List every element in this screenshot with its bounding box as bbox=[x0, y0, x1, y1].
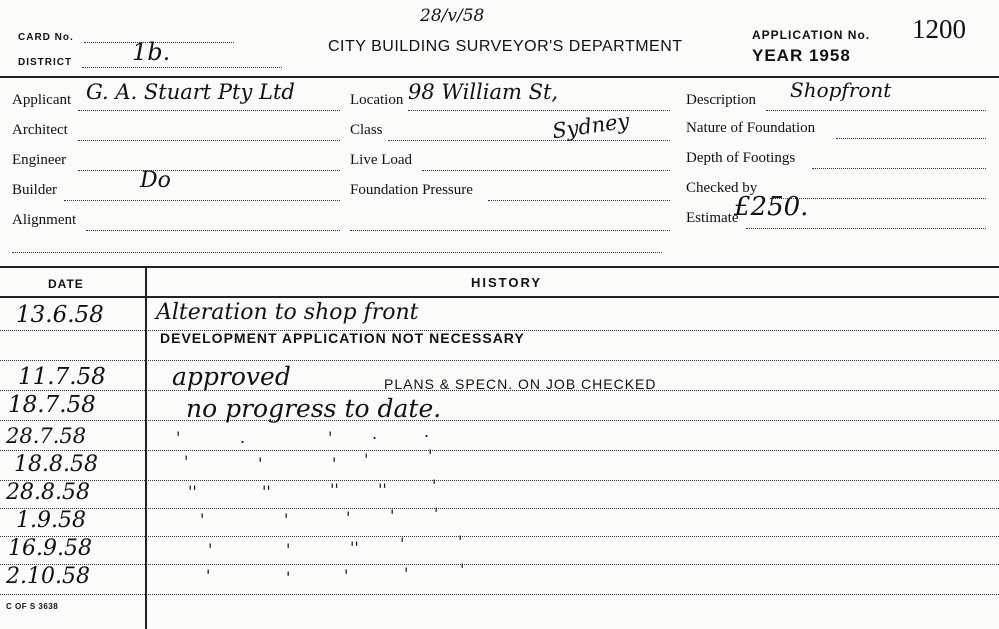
builder-label: Builder bbox=[12, 182, 57, 198]
alignment-label: Alignment bbox=[12, 212, 77, 228]
form-code: C OF S 3638 bbox=[6, 602, 59, 611]
history-column-header: HISTORY bbox=[471, 275, 543, 290]
history-date: 13.6.58 bbox=[16, 302, 104, 328]
class-line bbox=[388, 140, 670, 141]
history-top-rule bbox=[0, 266, 999, 268]
architect-label: Architect bbox=[12, 122, 68, 138]
location-label: Location bbox=[350, 92, 404, 108]
history-row-line bbox=[0, 564, 999, 565]
alignment-line bbox=[86, 230, 340, 231]
location-value: 98 William St, bbox=[408, 80, 559, 104]
depth-of-footings-label: Depth of Footings bbox=[686, 150, 796, 166]
bottom-blank-line bbox=[12, 252, 662, 253]
estimate-line bbox=[746, 228, 986, 229]
location-value-continued: Sydney bbox=[550, 108, 631, 144]
history-date: 1.9.58 bbox=[16, 508, 86, 533]
history-stamp: DEVELOPMENT APPLICATION NOT NECESSARY bbox=[160, 330, 525, 346]
building-application-card: CARD No. DISTRICT 1b. 28/v/58 CITY BUILDING SURVEYOR'S DEPARTMENT APPLICATION No. 1200 YEAR 1958 Applicant G. A. Stuart Pty Ltd Architect Engineer Builder Do Alignment Location 98 William St, Class Sydney Live Load Foundation Pressure Description Shopfront Nature of Foundation Depth of Footings Checked by Estimate £250. DATE HISTORY 13.6.58 Alteration to shop front DEVELOPMENT APPLICATION NOT NECESSARY 11.7.58 approved PLANS & SPECN. ON JOB CHECKED 18.7.58 no progress to date. 28.7.58 18.8.58 28.8.58 1.9.58 16.9.58 2.10.58 ' . ' . . ' ' ' ' ' '' '' '' '' ' ' ' ' ' ' ' ' '' ' ' ' ' ' ' ' C OF S 3638 bbox=[0, 0, 999, 629]
history-date: 18.8.58 bbox=[14, 452, 98, 477]
history-row-line bbox=[0, 450, 999, 451]
history-note: no progress to date. bbox=[186, 394, 442, 423]
card-no-label: CARD No. bbox=[18, 32, 74, 43]
estimate-value: £250. bbox=[734, 192, 809, 222]
history-date: 11.7.58 bbox=[18, 364, 106, 390]
foundation-pressure-line bbox=[488, 200, 670, 201]
depth-of-footings-line bbox=[812, 168, 986, 169]
application-number: 1200 bbox=[912, 14, 966, 44]
applicant-label: Applicant bbox=[12, 92, 72, 108]
middle-blank-line bbox=[350, 230, 670, 231]
foundation-pressure-label: Foundation Pressure bbox=[350, 182, 473, 198]
checked-by-label: Checked by bbox=[686, 180, 758, 196]
builder-line bbox=[64, 200, 340, 201]
history-stamp: PLANS & SPECN. ON JOB CHECKED bbox=[384, 376, 657, 392]
location-line bbox=[408, 110, 670, 111]
class-label: Class bbox=[350, 122, 383, 138]
application-year: YEAR 1958 bbox=[752, 46, 851, 65]
department-title: CITY BUILDING SURVEYOR'S DEPARTMENT bbox=[328, 38, 683, 55]
estimate-label: Estimate bbox=[686, 210, 739, 226]
builder-value: Do bbox=[140, 168, 171, 193]
stamp-date: 28/v/58 bbox=[420, 6, 485, 26]
live-load-line bbox=[422, 170, 670, 171]
description-label: Description bbox=[686, 92, 756, 108]
history-date: 18.7.58 bbox=[8, 392, 96, 418]
history-row-line bbox=[0, 360, 999, 361]
applicant-value: G. A. Stuart Pty Ltd bbox=[86, 80, 295, 104]
district-label: DISTRICT bbox=[18, 57, 73, 68]
architect-line bbox=[78, 140, 340, 141]
history-note: approved bbox=[172, 362, 291, 391]
history-date: 2.10.58 bbox=[6, 564, 90, 589]
history-date: 28.8.58 bbox=[6, 480, 90, 505]
applicant-line bbox=[78, 110, 340, 111]
engineer-line bbox=[78, 170, 340, 171]
history-column-divider bbox=[145, 266, 147, 629]
history-row-line bbox=[0, 594, 999, 595]
application-no-label: APPLICATION No. bbox=[752, 28, 871, 42]
history-header-rule bbox=[0, 296, 999, 298]
engineer-label: Engineer bbox=[12, 152, 67, 168]
history-date: 16.9.58 bbox=[8, 536, 92, 561]
history-row-line bbox=[0, 536, 999, 537]
history-row-line bbox=[0, 480, 999, 481]
nature-of-foundation-line bbox=[836, 138, 986, 139]
history-row-line bbox=[0, 508, 999, 509]
history-note: Alteration to shop front bbox=[156, 300, 419, 325]
history-row-line bbox=[0, 420, 999, 421]
district-value: 1b. bbox=[132, 38, 171, 66]
date-column-header: DATE bbox=[48, 277, 84, 291]
description-line bbox=[766, 110, 986, 111]
live-load-label: Live Load bbox=[350, 152, 413, 168]
nature-of-foundation-label: Nature of Foundation bbox=[686, 120, 816, 136]
description-value: Shopfront bbox=[790, 78, 892, 102]
history-date: 28.7.58 bbox=[6, 424, 87, 448]
district-line bbox=[82, 67, 282, 68]
